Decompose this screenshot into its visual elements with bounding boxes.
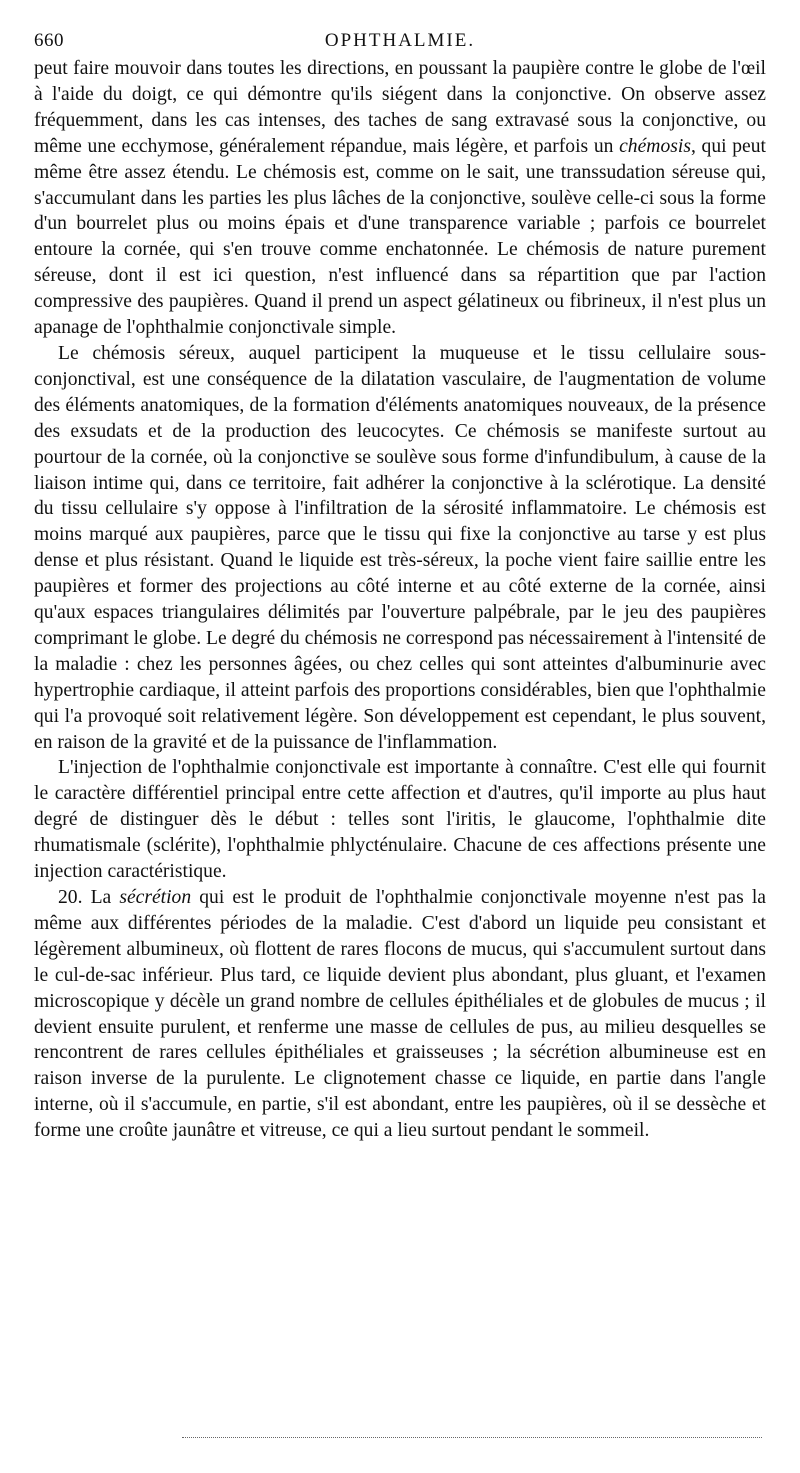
paragraph-2: Le chémosis séreux, auquel participent la muqueuse et le tissu cellulaire sous-conjonctival, est une conséquence de la dilatation vasculaire, de l'augmentation de volume des éléments anatomiques, de la formation d'éléments anatomiques nouveaux, de la présence des exsudats et de la production des leucocytes. Ce chémosis se manifeste surtout au pourtour de la cornée, où la conjonctive se soulève sous forme d'infundibulum, à cause de la liaison intime qui, dans ce territoire, fait adhérer la conjonctive à la sclérotique. La densité du tissu cellulaire s'y oppose à l'infiltration de la sérosité inflammatoire. Le chémosis est moins marqué aux paupières, parce que le tissu qui fixe la conjonctive au tarse y est plus dense et plus résistant. Quand le liquide est très-séreux, la poche vient faire saillie entre les paupières et former des projections au côté interne et au côté externe de la cornée, ainsi qu'aux espaces triangulaires délimités par l'ouverture palpébrale, par le jeu des paupières comprimant le globe. Le degré du chémosis ne correspond pas nécessairement à l'intensité de la maladie : chez les personnes âgées, ou chez celles qui sont atteintes d'albuminurie avec hypertrophie cardiaque, il atteint parfois des proportions considérables, bien que l'ophthalmie qui l'a provoqué soit relativement légère. Son développement est cependant, le plus souvent, en raison de la gravité et de la puissance de l'inflammation. — [34, 342, 766, 753]
paragraph-4 — [34, 885, 766, 1144]
paragraph-4-text-a: 20. La — [58, 887, 120, 908]
paragraph-1 — [34, 56, 766, 341]
paragraph-1-italic-term: chémosis — [619, 135, 691, 157]
paragraph-4-text-b: qui est le produit de l'ophthalmie conjonctivale moyenne n'est pas la même aux différentes périodes de la maladie. C'est d'abord un liquide peu consistant et légèrement albumineux, où flottent de rares flocons de mucus, qui s'accumulent surtout dans le cul-de-sac inférieur. Plus tard, ce liquide devient plus abondant, plus gluant, et l'examen microscopique y décèle un grand nombre de cellules épithéliales et de globules de mucus ; il devient ensuite purulent, et renferme une masse de cellules de pus, au milieu desquelles se rencontrent de rares cellules épithéliales et graisseuses ; la sécrétion albumineuse est en raison inverse de la purulente. Le clignotement chasse ce liquide, en partie dans l'angle interne, où il s'accumule, en partie, s'il est abondant, entre les paupières, où il se dessèche et forme une croûte jaunâtre et vitreuse, ce qui a lieu surtout pendant le sommeil. — [34, 887, 766, 1142]
footer-dotted-rule — [182, 1437, 762, 1438]
paragraph-1-text-a: peut faire mouvoir dans toutes les directions, en poussant la paupière contre le globe de l'œil à l'aide du doigt, ce qui démontre qu'ils siégent dans la conjonctive. On observe assez fréquemment, dans les cas intenses, des taches de sang extravasé sous la conjonctive, ou même une ecchymose, généralement répandue, mais légère, et parfois un — [34, 58, 766, 157]
page-header — [34, 26, 766, 56]
body-text — [34, 56, 766, 1144]
running-title: OPHTHALMIE. — [324, 30, 476, 51]
paragraph-1-text-b: , qui peut même être assez étendu. Le chémosis est, comme on le sait, une transsudation séreuse qui, s'accumulant dans les parties les plus lâches de la conjonctive, soulève celle-ci sous la forme d'un bourrelet plus ou moins épais et d'une transparence variable ; parfois ce bourrelet entoure la cornée, qui s'en trouve comme enchatonnée. Le chémosis de nature purement séreuse, dont il est ici question, n'est influencé dans sa répartition que par l'action compressive des paupières. Quand il prend un aspect gélatineux ou fibrineux, il n'est plus un apanage de l'ophthalmie conjonctivale simple. — [34, 135, 766, 339]
book-page — [34, 26, 766, 1144]
paragraph-4-italic-term: sécrétion — [119, 887, 192, 908]
page-number: 660 — [34, 30, 64, 51]
paragraph-3: L'injection de l'ophthalmie conjonctivale est importante à connaître. C'est elle qui fournit le caractère différentiel principal entre cette affection et d'autres, qu'il importe au plus haut degré de distinguer dès le début : telles sont l'iritis, le glaucome, l'ophthalmie dite rhumatismale (sclérite), l'ophthalmie phlycténulaire. Chacune de ces affections présente une injection caractéristique. — [34, 757, 766, 883]
